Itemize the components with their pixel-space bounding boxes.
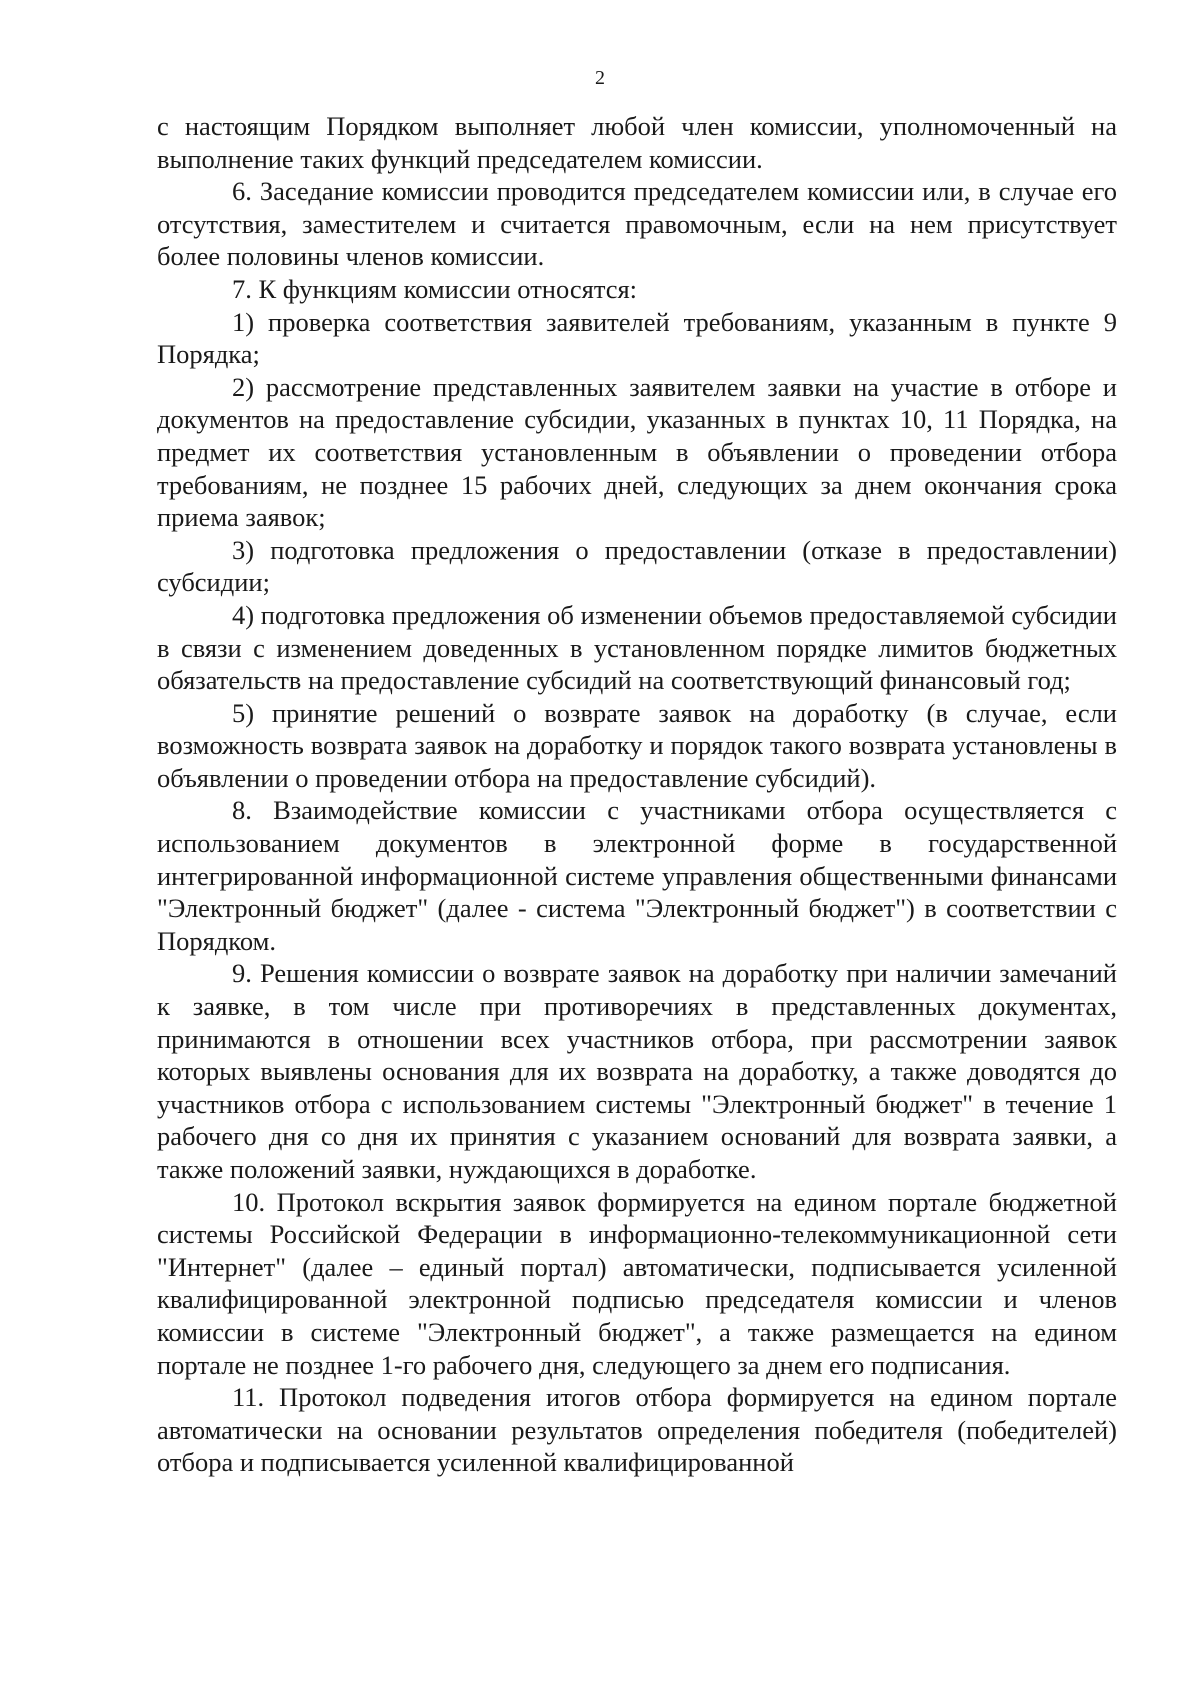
page-number: 2 [595, 67, 605, 89]
paragraph-item-9: 9. Решения комиссии о возврате заявок на доработку при наличии замечаний к заявке, в том числе при противоречиях в представленных документах, принимаются в отношении всех участников отбора, при рассмотрении заявок которых выявлены основания для их возврата на доработку, а также доводятся до участников отбора с использованием системы "Электронный бюджет" в течение 1 рабочего дня со дня их принятия с указанием оснований для возврата заявки, а также положений заявки, нуждающихся в доработке. [157, 958, 1117, 1184]
subitem-7-4: 4) подготовка предложения об изменении объемов предоставляемой субсидии в связи с изменением доведенных в установленном порядке лимитов бюджетных обязательств на предоставление субсидий на соответствующий финансовый год; [157, 599, 1117, 696]
paragraph-continuation: с настоящим Порядком выполняет любой член комиссии, уполномоченный на выполнение таких функций председателем комиссии. [157, 111, 1117, 174]
document-body [157, 110, 1117, 1479]
paragraph-item-6: 6. Заседание комиссии проводится председателем комиссии или, в случае его отсутствия, заместителем и считается правомочным, если на нем присутствует более половины членов комиссии. [157, 176, 1117, 272]
paragraph-item-11: 11. Протокол подведения итогов отбора формируется на едином портале автоматически на основании результатов определения победителя (победителей) отбора и подписывается усиленной квалифицированной [157, 1382, 1117, 1478]
subitem-7-2: 2) рассмотрение представленных заявителем заявки на участие в отборе и документов на предоставление субсидии, указанных в пунктах 10, 11 Порядка, на предмет их соответствия установленным в объявлении о проведении отбора требованиям, не позднее 15 рабочих дней, следующих за днем окончания срока приема заявок; [157, 371, 1117, 533]
subitem-7-5: 5) принятие решений о возврате заявок на доработку (в случае, если возможность возврата заявок на доработку и порядок такого возврата установлены в объявлении о проведении отбора на предоставление субсидий). [157, 697, 1117, 793]
paragraph-item-7: 7. К функциям комиссии относятся: [232, 273, 638, 304]
subitem-7-1: 1) проверка соответствия заявителей требованиям, указанным в пункте 9 Порядка; [157, 306, 1117, 370]
paragraph-item-10: 10. Протокол вскрытия заявок формируется на едином портале бюджетной системы Российской Федерации в информационно-телекоммуникационной сети "Интернет" (далее – единый портал) автоматически, подписывается усиленной квалифицированной электронной подписью председателя комиссии и членов комиссии в системе "Электронный бюджет", а также размещается на едином портале не позднее 1-го рабочего дня, следующего за днем его подписания. [157, 1186, 1117, 1380]
subitem-7-3: 3) подготовка предложения о предоставлении (отказе в предоставлении) субсидии; [157, 534, 1117, 598]
paragraph-item-8: 8. Взаимодействие комиссии с участниками отбора осуществляется с использованием документов в электронной форме в государственной интегрированной информационной системе управления общественными финансами "Электронный бюджет" (далее - система "Электронный бюджет") в соответствии с Порядком. [157, 795, 1117, 956]
